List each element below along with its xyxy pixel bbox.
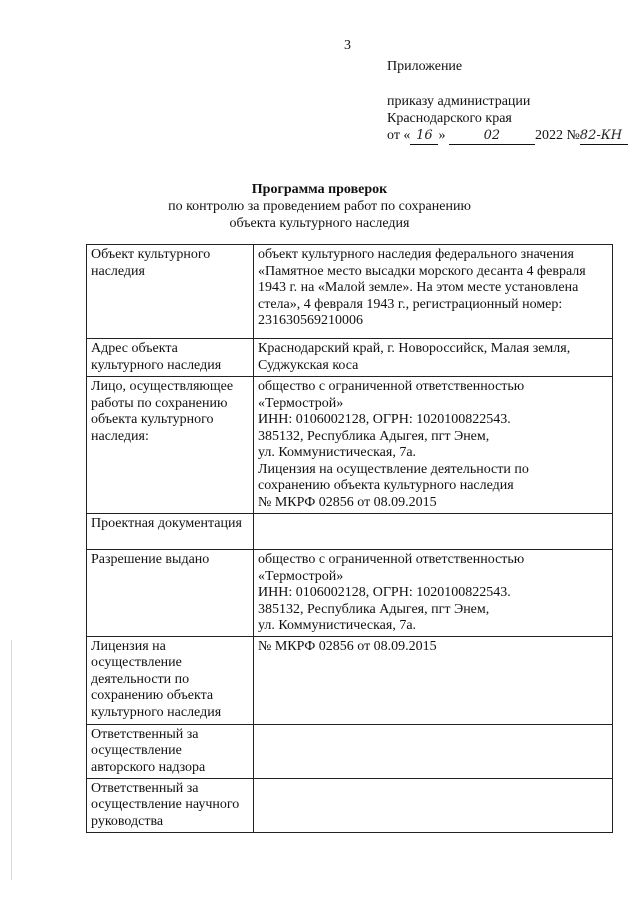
row-value: № МКРФ 02856 от 08.09.2015 bbox=[254, 636, 613, 724]
value-line: 385132, Республика Адыгея, пгт Энем, bbox=[258, 428, 490, 444]
value-line: ИНН: 0106002128, ОГРН: 1020100822543. bbox=[258, 412, 511, 427]
value-line: «Термострой» bbox=[258, 568, 344, 584]
row-label: Ответственный за осуществление научного руководства bbox=[87, 778, 254, 832]
row-value bbox=[254, 550, 613, 637]
table-row-project-docs bbox=[87, 514, 613, 550]
table-row-permit bbox=[87, 550, 613, 637]
appendix-date-line bbox=[387, 127, 628, 145]
row-label: Ответственный за осуществление авторского надзора bbox=[87, 724, 254, 778]
value-line: № МКРФ 02856 от 08.09.2015 bbox=[258, 494, 437, 510]
document-title-block bbox=[0, 181, 639, 232]
value-line: сохранению объекта культурного наследия bbox=[258, 478, 514, 493]
appendix-block bbox=[387, 58, 628, 145]
document-subtitle-line-2: объекта культурного наследия bbox=[229, 216, 410, 231]
handwritten-order-number: 82-КН bbox=[579, 128, 623, 143]
table-row-scientific-guidance bbox=[87, 778, 613, 832]
date-prefix: от « bbox=[387, 128, 411, 143]
table-row-address bbox=[87, 339, 613, 377]
scan-edge-line bbox=[11, 640, 12, 880]
date-year: 2022 № bbox=[534, 128, 580, 143]
row-label: Лицо, осуществляющее работы по сохранению объекта культурного наследия: bbox=[87, 377, 254, 514]
document-subtitle-line-1: по контролю за проведением работ по сохранению bbox=[168, 199, 471, 214]
table-row-license bbox=[87, 636, 613, 724]
table-row-contractor bbox=[87, 377, 613, 514]
row-value: объект культурного наследия федерального значения «Памятное место высадки морского десанта 4 февраля 1943 г. на «Малой земле». На этом месте установлена стела», 4 февраля 1943 г., регистрационный номер: 231630569210006 bbox=[254, 245, 613, 339]
handwritten-day: 16 bbox=[416, 128, 433, 143]
value-line: 385132, Республика Адыгея, пгт Энем, bbox=[258, 601, 490, 617]
row-value bbox=[254, 778, 613, 832]
value-line: ИНН: 0106002128, ОГРН: 1020100822543. bbox=[258, 585, 511, 600]
appendix-authority-line: Краснодарского края bbox=[387, 111, 512, 126]
row-value bbox=[254, 377, 613, 514]
table-row-heritage-object bbox=[87, 245, 613, 339]
value-line: общество с ограниченной ответственностью bbox=[258, 552, 525, 567]
value-line: «Термострой» bbox=[258, 395, 344, 411]
value-line: ул. Коммунистическая, 7а. bbox=[258, 618, 417, 633]
row-label: Объект культурного наследия bbox=[87, 245, 254, 339]
table-row-author-supervision bbox=[87, 724, 613, 778]
program-table bbox=[86, 244, 613, 833]
row-label: Лицензия на осуществление деятельности по сохранению объекта культурного наследия bbox=[87, 636, 254, 724]
handwritten-month: 02 bbox=[483, 128, 501, 143]
value-line: Лицензия на осуществление деятельности по bbox=[258, 461, 529, 477]
row-label: Проектная документация bbox=[87, 514, 254, 550]
row-label: Разрешение выдано bbox=[87, 550, 254, 637]
value-line: ул. Коммунистическая, 7а. bbox=[258, 445, 417, 460]
row-value: Краснодарский край, г. Новороссийск, Малая земля, Суджукская коса bbox=[254, 339, 613, 377]
document-title: Программа проверок bbox=[251, 182, 388, 197]
date-mid: » bbox=[438, 128, 446, 143]
row-label: Адрес объекта культурного наследия bbox=[87, 339, 254, 377]
appendix-title: Приложение bbox=[387, 59, 463, 74]
row-value bbox=[254, 514, 613, 550]
appendix-order-line: приказу администрации bbox=[387, 94, 531, 109]
page-number: 3 bbox=[344, 38, 351, 53]
row-value bbox=[254, 724, 613, 778]
value-line: общество с ограниченной ответственностью bbox=[258, 379, 525, 394]
